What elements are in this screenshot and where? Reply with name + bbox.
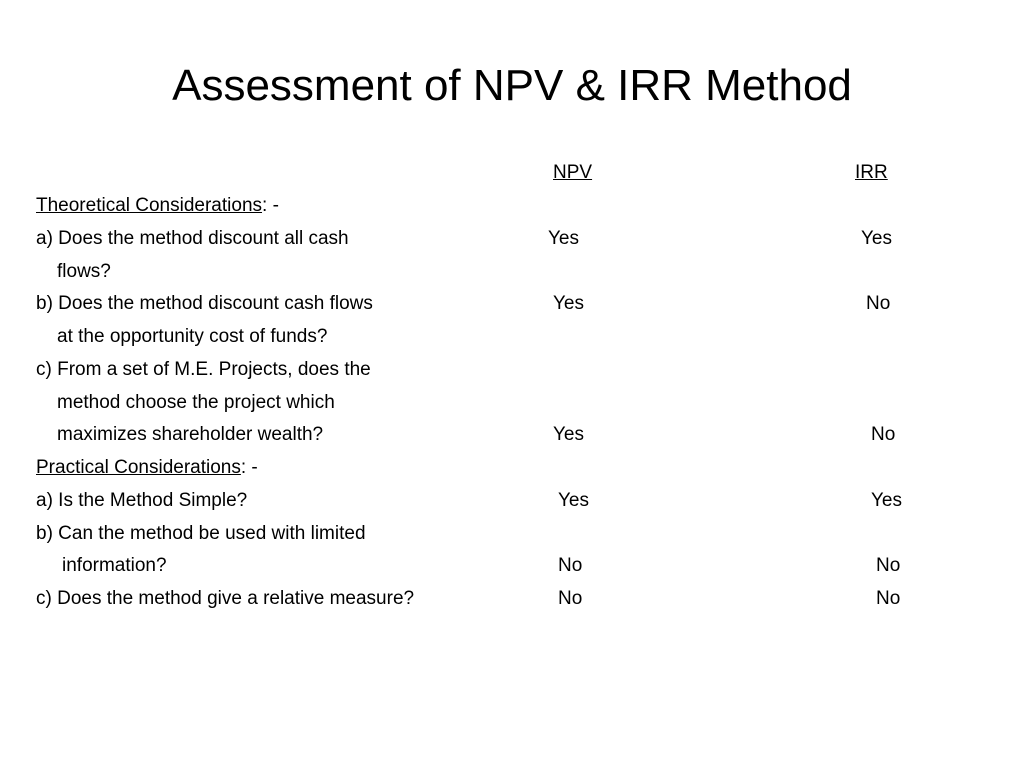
slide-title: Assessment of NPV & IRR Method <box>172 61 852 110</box>
irr-answer: No <box>866 293 891 314</box>
npv-answer: Yes <box>553 424 584 445</box>
question-line: information? <box>62 555 167 576</box>
section-heading-practical <box>36 456 258 480</box>
section-heading-text: Theoretical Considerations <box>36 195 263 216</box>
question-line: b) Can the method be used with limited <box>36 523 366 544</box>
npv-answer: No <box>558 588 583 609</box>
section-heading-suffix: : - <box>262 195 279 216</box>
irr-answer: Yes <box>871 490 902 511</box>
npv-answer: Yes <box>558 490 589 511</box>
irr-answer: No <box>876 588 901 609</box>
question-line: c) From a set of M.E. Projects, does the <box>36 359 371 380</box>
question-line: c) Does the method give a relative measure? <box>36 588 415 609</box>
npv-answer: Yes <box>553 293 584 314</box>
question-line: a) Does the method discount all cash <box>36 228 349 249</box>
npv-answer: Yes <box>548 228 579 249</box>
section-heading-suffix: : - <box>240 457 258 478</box>
question-line: a) Is the Method Simple? <box>36 490 248 511</box>
npv-answer: No <box>558 555 583 576</box>
section-heading-text: Practical Considerations <box>36 457 241 478</box>
question-line: method choose the project which <box>57 392 335 413</box>
irr-column-header: IRR <box>855 162 888 183</box>
section-heading-theoretical <box>36 194 279 218</box>
irr-answer: No <box>871 424 896 445</box>
irr-answer: No <box>876 555 901 576</box>
npv-column-header: NPV <box>553 162 593 183</box>
question-line: flows? <box>57 261 111 282</box>
irr-answer: Yes <box>861 228 892 249</box>
question-line: maximizes shareholder wealth? <box>57 424 324 445</box>
question-line: b) Does the method discount cash flows <box>36 293 373 314</box>
question-line: at the opportunity cost of funds? <box>57 326 328 347</box>
